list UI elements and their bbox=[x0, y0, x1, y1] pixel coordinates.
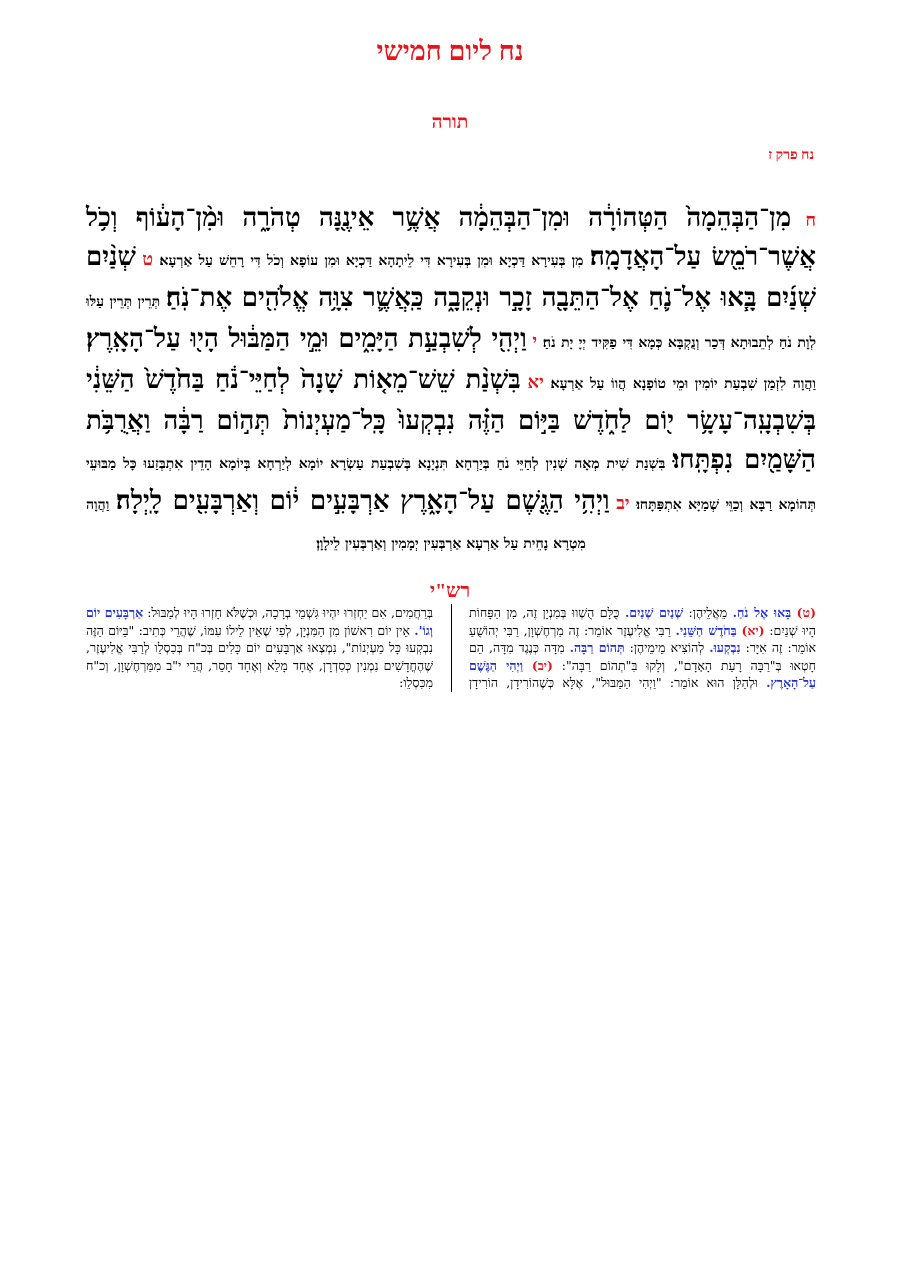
rashi-text: אֵין יוֹם רִאשׁוֹן מִן הַמִּנְיָן, לְפִי שֶׁאֵין לֵילוֹ עִמּוֹ, שֶׁהֲרֵי כְּתִיב: "בַּיּוֹם הַזֶּה נִבְקְעוּ כָּל מַעְיְנוֹת", נִמְצְאוּ אַרְבָּעִים יוֹם כָּלִים בְּכ"ח בְּכִסְלֵו לְרַבִּי אֱלִיעֶזֶר, שֶׁהֶחֳדָשִׁים נִמְנִין כְּסִדְרָן, אֶחָד מָלֵא וְאֶחָד חָסֵר, הֲרֵי י"ב מִמַּרְחֶשְׁוָן, וְכ"ח מִכִּסְלֵו: bbox=[86, 622, 433, 691]
rashi-text: מִדָּה כְּנֶגֶד מִדָּה, הֵם חָטְאוּ בְּ"רַבָּה רָעַת הָאָדָם", וְלָקוּ בִּ"תְהוֹם רַבָּה": bbox=[469, 640, 816, 673]
rashi-dibur-hamatchil: בַּחֹדֶשׁ הַשֵּׁנִי. bbox=[675, 622, 737, 638]
rashi-dibur-hamatchil: אַרְבָּעִים יוֹם וְגוֹ'. bbox=[86, 605, 433, 638]
verse-targum: וַהֲוָה מִטְרָא נָחֵית עַל אַרְעָא אַרְבְּעִין יְמָמִין וְאַרְבְּעִין לֵילָוָן׃ bbox=[86, 497, 586, 552]
verse-targum: וַהֲוָה לִזְמַן שִׁבְעַת יוֹמִין וּמֵי טוֹפָנָא הֲווֹ עַל אַרְעָא׃ bbox=[550, 376, 816, 392]
rashi-text: וּלְהַלָּן הוּא אוֹמֵר: "וַיְהִי הַמַּבּוּל", אֶלָּא כְּשֶׁהוֹרִידָן, הוֹרִידָן בְּרַחֲמִים, אִם יַחְזְרוּ יִהְיוּ גִּשְׁמֵי בְרָכָה, וּכְשֶׁלֹּא חָזְרוּ הָיוּ לְמַבּוּל: bbox=[143, 605, 767, 691]
chapter-label: נח פרק ז bbox=[768, 148, 814, 163]
verse-hebrew: וַיְהִ֥י הַגֶּ֖שֶׁם עַל־הָאָ֑רֶץ אַרְבָּעִ֣ים י֔וֹם וְאַרְבָּעִ֖ים לָֽיְלָה׃ bbox=[115, 486, 610, 516]
verse-number: י bbox=[532, 331, 538, 352]
verse-number: יא bbox=[527, 372, 544, 393]
section-title-torah: תורה bbox=[431, 112, 469, 133]
rashi-dibur-hamatchil: נִבְקְעוּ. bbox=[709, 640, 741, 656]
rashi-dibur-hamatchil: וַיְהִי הַגֶּשֶׁם עַל־הָאָרֶץ. bbox=[469, 657, 816, 691]
rashi-verse-ref: (ט) bbox=[796, 605, 816, 620]
verse-targum: מִן בְּעִירָא דַּכְיָא וּמִן בְּעִירָא דִּי לֵיתָהָא דַּכְיָא וּמִן עוֹפָא וְכֹל דִּי רָחֵשׁ עַל אַרְעָא׃ bbox=[159, 253, 584, 269]
verse-targum: תְּרֵין תְּרֵין עַלּוּ לְוָת נֹחַ לְתֵבוּתָא דְּכַר וְנֻקְבָּא כְּמָא דִּי פַקִּיד יְיָ יָת נֹחַ׃ bbox=[86, 294, 816, 351]
rashi-text: מֵאֲלֵיהֶן: bbox=[683, 605, 733, 620]
verse-number: יב bbox=[616, 493, 630, 514]
verse-hebrew: בִּשְׁנַ֨ת שֵׁשׁ־מֵא֤וֹת שָׁנָה֙ לְחַיֵּי־נֹ֔חַ בַּחֹ֙דֶשׁ֙ הַשֵּׁנִ֔י בְּשִׁבְעָֽה־עָשָׂ֥ר י֖וֹם לַחֹ֑דֶשׁ בַּיּ֣וֹם הַזֶּ֗ה נִבְקְעוּ֙ כָּֽל־מַעְיְנוֹת֙ תְּה֣וֹם רַבָּ֔ה וַאֲרֻבֹּ֥ת הַשָּׁמַ֖יִם נִפְתָּֽחוּ׃ bbox=[86, 365, 816, 475]
verse-hebrew: וַיְהִ֖י לְשִׁבְעַ֣ת הַיָּמִ֑ים וּמֵ֣י הַמַּבּ֔וּל הָי֖וּ עַל־הָאָֽרֶץ׃ bbox=[86, 324, 527, 354]
rashi-heading: רש"י bbox=[429, 580, 471, 602]
torah-text bbox=[86, 200, 816, 563]
rashi-verse-ref: (יא) bbox=[741, 622, 765, 638]
verse-hebrew: שְׁנַ֨יִם שְׁנַ֜יִם בָּ֧אוּ אֶל־נֹ֛חַ אֶל־הַתֵּבָ֖ה זָכָ֣ר וּנְקֵבָ֑ה כַּֽאֲשֶׁ֛ר צִוָּ֥ה אֱלֹהִ֖ים אֶת־נֹֽחַ׃ bbox=[86, 242, 816, 313]
rashi-text: כֻּלָּם הֻשְׁווּ בְּמִנְיָן זֶה, מִן הַפָּחוֹת הָיוּ שְׁנַיִם: bbox=[469, 605, 816, 638]
verse-targum: בִּשְׁנַת שִׁית מְאָה שְׁנִין לְחַיֵּי נֹחַ בְּיַרְחָא תִּנְיָנָא בְּשִׁבְעַת עַשְׂרָא יוֹמָא לְיַרְחָא בְּיוֹמָא הָדֵין אִתְבְּזַעוּ כָּל מַבּוּעֵי תְּהוֹמָא רַבָּא וְכַוֵּי שְׁמַיָּא אִתְפַּתָּחוּ׃ bbox=[86, 456, 817, 513]
rashi-commentary bbox=[86, 604, 816, 692]
rashi-text: רַבִּי אֱלִיעֶזֶר אוֹמֵר: זֶה מַרְחֶשְׁוָן, רַבִּי יְהוֹשֻׁעַ אוֹמֵר: זֶה אִיָּר: bbox=[469, 622, 816, 656]
verse-hebrew: מִן־הַבְּהֵמָה֙ הַטְּהוֹרָ֔ה וּמִן־הַבְּהֵמָ֔ה אֲשֶׁ֥ר אֵינֶ֖נָּה טְהֹרָ֑ה וּמִ֨ן־הָע֔וֹף וְכֹ֥ל אֲשֶׁר־רֹמֵ֖שׂ עַל־הָאֲדָמָֽה׃ bbox=[86, 203, 816, 272]
verse-number: ח bbox=[805, 210, 816, 231]
rashi-dibur-hamatchil: תְּהוֹם רַבָּה. bbox=[569, 640, 625, 656]
rashi-paragraph bbox=[86, 604, 816, 692]
rashi-verse-ref: (יב) bbox=[531, 657, 553, 673]
rashi-text: לְהוֹצִיא מֵימֵיהֶן: bbox=[624, 640, 710, 656]
verse-number: ט bbox=[142, 249, 154, 270]
rashi-dibur-hamatchil: בָּאוּ אֶל נֹחַ. bbox=[732, 605, 792, 620]
page-title: נח ליום חמישי bbox=[376, 36, 524, 66]
rashi-dibur-hamatchil: שְׁנַיִם שְׁנַיִם. bbox=[624, 605, 684, 620]
